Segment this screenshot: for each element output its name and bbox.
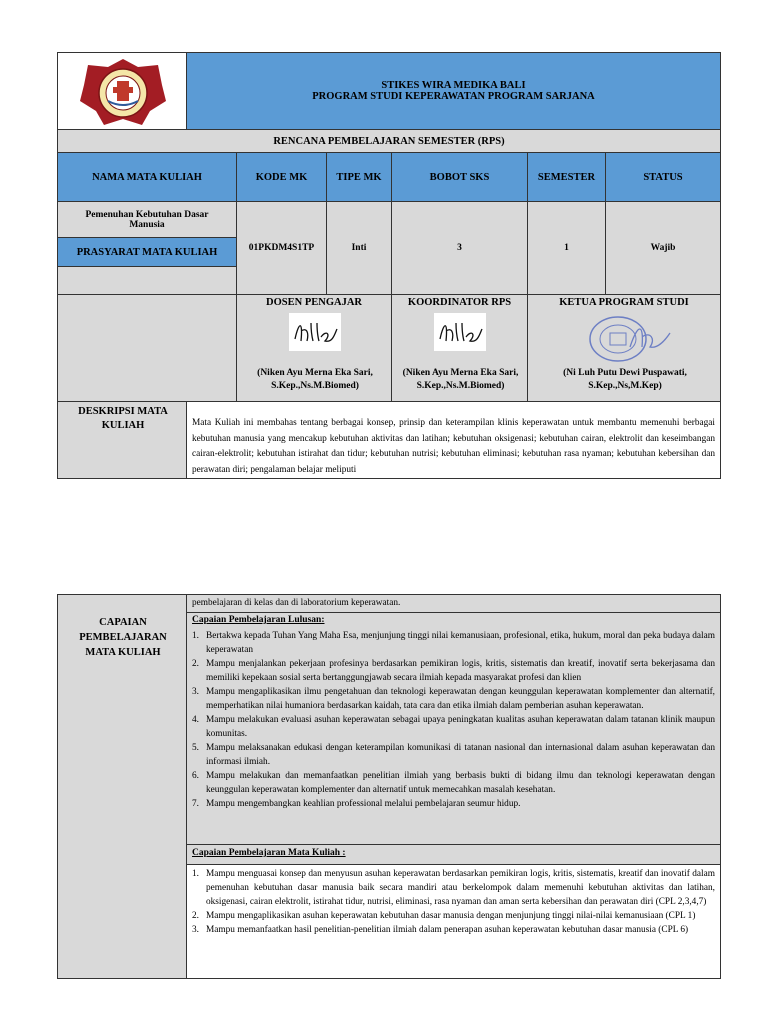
prerequisite-label: PRASYARAT MATA KULIAH xyxy=(57,237,237,267)
lecturer-signature-image xyxy=(289,313,341,351)
doc-title-cell xyxy=(57,129,721,153)
outcomes-label: CAPAIAN PEMBELAJARAN MATA KULIAH xyxy=(79,617,167,658)
lecturer-name: (Niken Ayu Merna Eka Sari, S.Kep.,Ns.M.Biomed) xyxy=(257,368,373,391)
list-item: 6. Mampu melakukan dan memanfaatkan penelitian ilmiah yang berbasis bukti di bidang ilmu dan teknologi keperawatan dengan keunggulan keperawatan komplementer dan alternatif untuk memecahkan masalah kesehatan. xyxy=(192,771,715,795)
course-type: Inti xyxy=(326,201,392,295)
lecturer-signature-cell xyxy=(236,294,392,402)
course-status: Wajib xyxy=(605,201,721,295)
description-continuation: pembelajaran di kelas dan di laboratorium keperawatan. xyxy=(192,598,401,608)
course-semester: 1 xyxy=(527,201,606,295)
course-outcomes-title-cell xyxy=(186,844,721,865)
list-item: 5. Mampu melaksanakan edukasi dengan keterampilan komunikasi di tatanan nasional dan internasional dalam asuhan keperawatan dan informasi ilmiah. xyxy=(192,743,715,767)
list-item: 2. Mampu mengaplikasikan asuhan keperawatan kebutuhan dasar manusia dengan menjunjung tinggi nilai-nilai kemanusiaan (CPL 1) xyxy=(192,911,696,921)
col-course-name: NAMA MATA KULIAH xyxy=(57,152,237,202)
description-continuation-cell xyxy=(186,594,721,613)
course-outcomes-title: Capaian Pembelajaran Mata Kuliah : xyxy=(192,848,346,858)
coordinator-name: (Niken Ayu Merna Eka Sari, S.Kep.,Ns.M.Biomed) xyxy=(402,368,519,391)
head-label: KETUA PROGRAM STUDI xyxy=(559,297,689,308)
graduate-outcomes-cell xyxy=(186,612,721,845)
signature-left-blank xyxy=(57,294,237,402)
list-item: 7. Mampu mengembangkan keahlian professional melalui pembelajaran seumur hidup. xyxy=(192,799,521,809)
list-item: 1. Mampu menguasai konsep dan menyusun asuhan keperawatan berdasarkan pemikiran logis, kritis, sistematis, kreatif dan inovatif dalam pemenuhan kebutuhan dasar manusia baik secara mandiri atau berkelompok dalam memenuhi kebutuhan aktivitas dan latihan, oksigenasi, cairan elektrolit, istirahat tidur, nutrisi, eliminasi, rasa nyaman dan aman serta kebersihan dan perawatan diri (CPL 2,3,4,7) xyxy=(192,869,715,907)
col-semester: SEMESTER xyxy=(527,152,606,202)
course-outcomes-cell xyxy=(186,864,721,979)
graduate-outcomes-list xyxy=(192,629,715,811)
list-item: 2. Mampu menjalankan pekerjaan profesinya berdasarkan pemikiran logis, kritis, sistematis dan kreatif, inovatif serta bekerjasama dan memiliki kepekaan sosial serta bertanggungjawab secara ilmiah kepada masyarakat profesi dan klien xyxy=(192,659,715,683)
course-code: 01PKDM4S1TP xyxy=(236,201,327,295)
coordinator-signature-cell xyxy=(391,294,528,402)
graduate-outcomes-title: Capaian Pembelajaran Lulusan: xyxy=(192,615,325,625)
list-item: 3. Mampu mengaplikasikan ilmu pengetahuan dan teknologi keperawatan dengan keunggulan keperawatan komplementer dan alternatif, memperhatikan nilai humaniora berdasarkan kaidah, tata cara dan etika ilmiah dalam pemberian asuhan keperawatan. xyxy=(192,687,715,711)
col-credits: BOBOT SKS xyxy=(391,152,528,202)
course-name: Pemenuhan Kebutuhan Dasar Manusia xyxy=(57,201,237,238)
coordinator-label: KOORDINATOR RPS xyxy=(407,297,512,308)
institution-name: STIKES WIRA MEDIKA BALI xyxy=(381,80,526,91)
description-cell xyxy=(186,401,721,479)
coordinator-signature-image xyxy=(434,313,486,351)
col-status: STATUS xyxy=(605,152,721,202)
list-item: 3. Mampu memanfaatkan hasil penelitian-penelitian ilmiah dalam penerapan asuhan keperawatan kebutuhan dasar manusia (CPL 6) xyxy=(192,925,689,935)
description-label-cell xyxy=(57,401,187,479)
description-text: Mata Kuliah ini membahas tentang berbagai konsep, prinsip dan keterampilan klinis keperawatan untuk membantu memenuhi berbagai kebutuhan manusia yang mencakup kebutuhan aktivitas dan latihan; kebutuhan oksigenasi; kebutuhan cairan, elektrolit dan keseimbangan cairan-elektrolit; kebutuhan istirahat dan tidur; kebutuhan nutrisi; kebutuhan eliminasi; kebutuhan rasa nyaman; kebutuhan kebersihan dan perawatan diri; pengalaman belajar meliputi xyxy=(192,418,715,475)
course-outcomes-list xyxy=(192,867,715,937)
lecturer-label: DOSEN PENGAJAR xyxy=(266,297,362,308)
list-item: 4. Mampu melakukan evaluasi asuhan keperawatan sebagai upaya peningkatan kualitas asuhan keperawatan dalam tatanan klinik maupun komunitas. xyxy=(192,715,715,739)
description-label: DESKRIPSI MATA KULIAH xyxy=(78,406,168,431)
head-name: (Ni Luh Putu Dewi Puspawati, S.Kep.,Ns,M.Kep) xyxy=(563,368,687,391)
head-signature-cell xyxy=(527,294,721,402)
prerequisite-value xyxy=(57,266,237,295)
logo-cell xyxy=(57,52,187,130)
outcomes-label-cell xyxy=(57,594,187,979)
institution-logo xyxy=(78,57,168,127)
doc-title: RENCANA PEMBELAJARAN SEMESTER (RPS) xyxy=(273,135,505,147)
head-stamp-signature xyxy=(580,313,676,365)
course-credits: 3 xyxy=(391,201,528,295)
col-type: TIPE MK xyxy=(326,152,392,202)
col-code: KODE MK xyxy=(236,152,327,202)
list-item: 1. Bertakwa kepada Tuhan Yang Maha Esa, menjunjung tinggi nilai kemanusiaan, profesional, etika, hukum, moral dan peka budaya dalam keperawatan xyxy=(192,631,715,655)
institution-header xyxy=(186,52,721,130)
program-name: PROGRAM STUDI KEPERAWATAN PROGRAM SARJANA xyxy=(312,91,595,102)
